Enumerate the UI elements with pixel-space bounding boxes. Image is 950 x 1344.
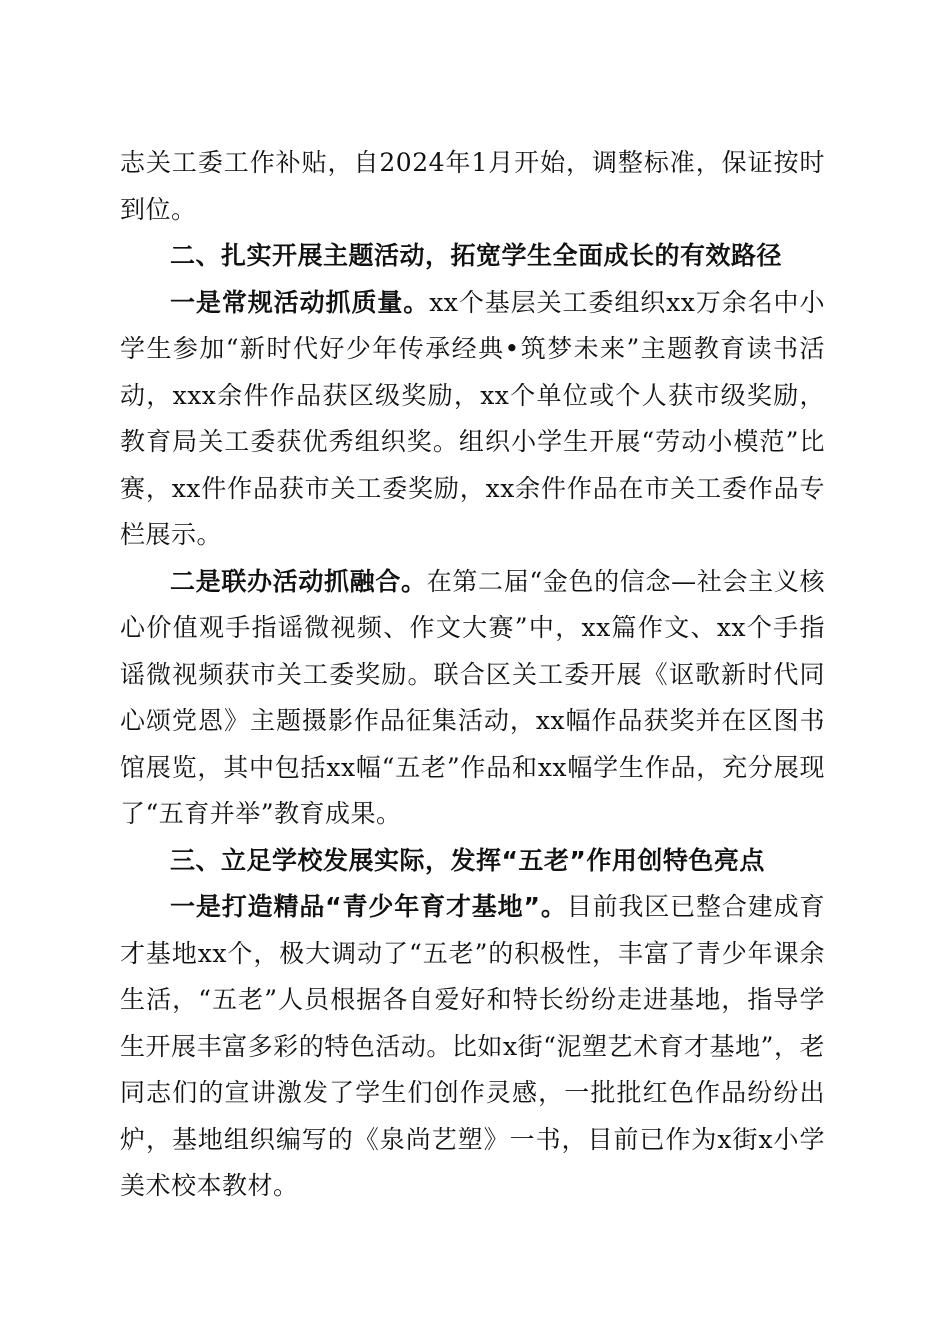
paragraph-lead: 一是常规活动抓质量。 (170, 287, 430, 317)
paragraph-joint-activities (120, 559, 825, 838)
paragraph-lead: 二是联办活动抓融合。 (170, 566, 427, 596)
heading-text: 二、扎实开展主题活动，拓宽学生全面成长的有效路径 (170, 241, 783, 270)
paragraph-lead: 一是打造精品“青少年育才基地”。 (170, 892, 567, 921)
paragraph-continuation (120, 140, 825, 233)
paragraph-routine-activities (120, 280, 825, 559)
section-heading-3 (120, 838, 825, 885)
document-body (120, 140, 825, 1210)
section-heading-2 (120, 233, 825, 280)
paragraph-text: 目前我区已整合建成育才基地xx个，极大调动了“五老”的积极性，丰富了青少年课余生活，“五老”人员根据各自爱好和特长纷纷走进基地，指导学生开展丰富多彩的特色活动。比如x街“泥塑艺术育才基地”，老同志们的宣讲激发了学生们创作灵感，一批批红色作品纷纷出炉，基地组织编写的《泉尚艺塑》一书，目前已作为x街x小学美术校本教材。 (120, 892, 825, 1200)
paragraph-youth-base (120, 884, 825, 1210)
paragraph-text: 在第二届“金色的信念—社会主义核心价值观手指谣微视频、作文大赛”中，xx篇作文、xx个手指谣微视频获市关工委奖励。联合区关工委开展《讴歌新时代同心颂党恩》主题摄影作品征集活动，xx幅作品获奖并在区图书馆展览，其中包括xx幅“五老”作品和xx幅学生作品，充分展现了“五育并举”教育成果。 (120, 566, 825, 828)
paragraph-text: 志关工委工作补贴，自2024年1月开始，调整标准，保证按时到位。 (120, 148, 825, 224)
paragraph-text: xx个基层关工委组织xx万余名中小学生参加“新时代好少年传承经典•筑梦未来”主题教育读书活动，xxx余件作品获区级奖励，xx个单位或个人获市级奖励，教育局关工委获优秀组织奖。组织小学生开展“劳动小模范”比赛，xx件作品获市关工委奖励，xx余件作品在市关工委作品专栏展示。 (120, 287, 825, 549)
heading-text: 三、立足学校发展实际，发挥“五老”作用创特色亮点 (170, 845, 765, 875)
